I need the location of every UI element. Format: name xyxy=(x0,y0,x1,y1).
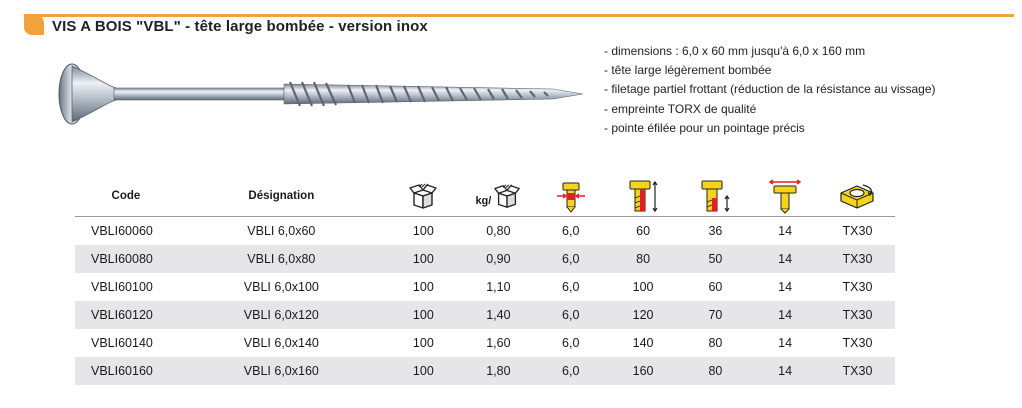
cell-head-diameter: 14 xyxy=(750,357,820,385)
thread-length-icon xyxy=(698,178,732,214)
column-header-length xyxy=(606,176,681,217)
cell-quantity: 100 xyxy=(386,357,461,385)
kg-label: kg/ xyxy=(475,195,492,207)
cell-head-diameter: 14 xyxy=(750,301,820,329)
table-row xyxy=(75,329,895,357)
cell-length: 80 xyxy=(606,245,681,273)
cell-length: 160 xyxy=(606,357,681,385)
product-table xyxy=(75,176,895,385)
cell-thread-length: 50 xyxy=(681,245,751,273)
cell-diameter: 6,0 xyxy=(536,357,606,385)
cell-code: VBLI60140 xyxy=(91,336,153,350)
cell-designation: VBLI 6,0x60 xyxy=(247,224,316,238)
page-title: VIS A BOIS "VBL" - tête large bombée - version inox xyxy=(52,18,428,35)
cell-diameter: 6,0 xyxy=(536,301,606,329)
box-quantity-icon xyxy=(408,181,438,211)
header-rule xyxy=(24,14,1014,17)
cell-thread-length: 80 xyxy=(681,357,751,385)
cell-head-diameter: 14 xyxy=(778,280,793,294)
cell-drive: TX30 xyxy=(842,280,873,294)
column-header-quantity xyxy=(386,176,461,217)
column-header-drive xyxy=(820,176,895,217)
cell-drive: TX30 xyxy=(842,336,873,350)
cell-code: VBLI60120 xyxy=(75,301,177,329)
cell-weight: 1,60 xyxy=(486,336,511,350)
cell-length: 100 xyxy=(632,280,654,294)
cell-drive: TX30 xyxy=(820,357,895,385)
column-header-designation: Désignation xyxy=(177,176,386,217)
cell-weight: 0,90 xyxy=(461,245,536,273)
column-header-thread-length xyxy=(681,176,751,217)
cell-quantity: 100 xyxy=(412,224,434,238)
cell-drive: TX30 xyxy=(842,224,873,238)
cell-diameter: 6,0 xyxy=(562,336,580,350)
cell-quantity: 100 xyxy=(412,336,434,350)
column-header-diameter xyxy=(536,176,606,217)
feature-item: - tête large légèrement bombée xyxy=(604,63,772,78)
cell-length: 60 xyxy=(636,224,651,238)
cell-code: VBLI60160 xyxy=(75,357,177,385)
cell-quantity: 100 xyxy=(386,301,461,329)
torx-drive-icon xyxy=(837,181,877,211)
table-row xyxy=(75,357,895,385)
cell-designation: VBLI 6,0x160 xyxy=(177,357,386,385)
cell-code: VBLI60100 xyxy=(91,280,153,294)
cell-code: VBLI60080 xyxy=(75,245,177,273)
cell-length: 120 xyxy=(606,301,681,329)
feature-item: - empreinte TORX de qualité xyxy=(604,101,757,116)
cell-designation: VBLI 6,0x120 xyxy=(177,301,386,329)
cell-length: 140 xyxy=(632,336,654,350)
cell-quantity: 100 xyxy=(386,245,461,273)
feature-list xyxy=(604,42,936,138)
cell-head-diameter: 14 xyxy=(778,336,793,350)
cell-code: VBLI60060 xyxy=(91,224,153,238)
screw-image xyxy=(58,48,583,148)
cell-weight: 1,40 xyxy=(461,301,536,329)
cell-weight: 1,10 xyxy=(486,280,511,294)
cell-drive: TX30 xyxy=(820,301,895,329)
cell-head-diameter: 14 xyxy=(778,224,793,238)
cell-designation: VBLI 6,0x140 xyxy=(243,336,319,350)
cell-designation: VBLI 6,0x80 xyxy=(177,245,386,273)
column-header-head-diameter xyxy=(750,176,820,217)
cell-designation: VBLI 6,0x100 xyxy=(243,280,319,294)
cell-weight: 1,80 xyxy=(461,357,536,385)
column-header-code: Code xyxy=(75,176,177,217)
cell-quantity: 100 xyxy=(412,280,434,294)
column-header-weight xyxy=(461,176,536,217)
cell-head-diameter: 14 xyxy=(750,245,820,273)
table-row xyxy=(75,217,895,246)
table-row xyxy=(75,245,895,273)
feature-item: - dimensions : 6,0 x 60 mm jusqu'à 6,0 x 160 mm xyxy=(604,44,866,58)
cell-thread-length: 80 xyxy=(708,336,723,350)
weight-per-box-icon xyxy=(493,181,521,211)
head-diameter-icon xyxy=(768,178,802,214)
cell-thread-length: 60 xyxy=(708,280,723,294)
cell-diameter: 6,0 xyxy=(562,224,580,238)
header-tab xyxy=(24,15,44,35)
feature-item: - filetage partiel frottant (réduction de la résistance au vissage) xyxy=(604,82,936,97)
diameter-icon xyxy=(556,179,586,213)
cell-drive: TX30 xyxy=(820,245,895,273)
table-header-row xyxy=(75,176,895,217)
feature-item: - pointe éfilée pour un pointage précis xyxy=(604,120,805,135)
cell-thread-length: 36 xyxy=(708,224,723,238)
length-icon xyxy=(626,178,660,214)
table-row xyxy=(75,273,895,301)
cell-weight: 0,80 xyxy=(486,224,511,238)
table-row xyxy=(75,301,895,329)
cell-thread-length: 70 xyxy=(681,301,751,329)
cell-diameter: 6,0 xyxy=(562,280,580,294)
cell-diameter: 6,0 xyxy=(536,245,606,273)
